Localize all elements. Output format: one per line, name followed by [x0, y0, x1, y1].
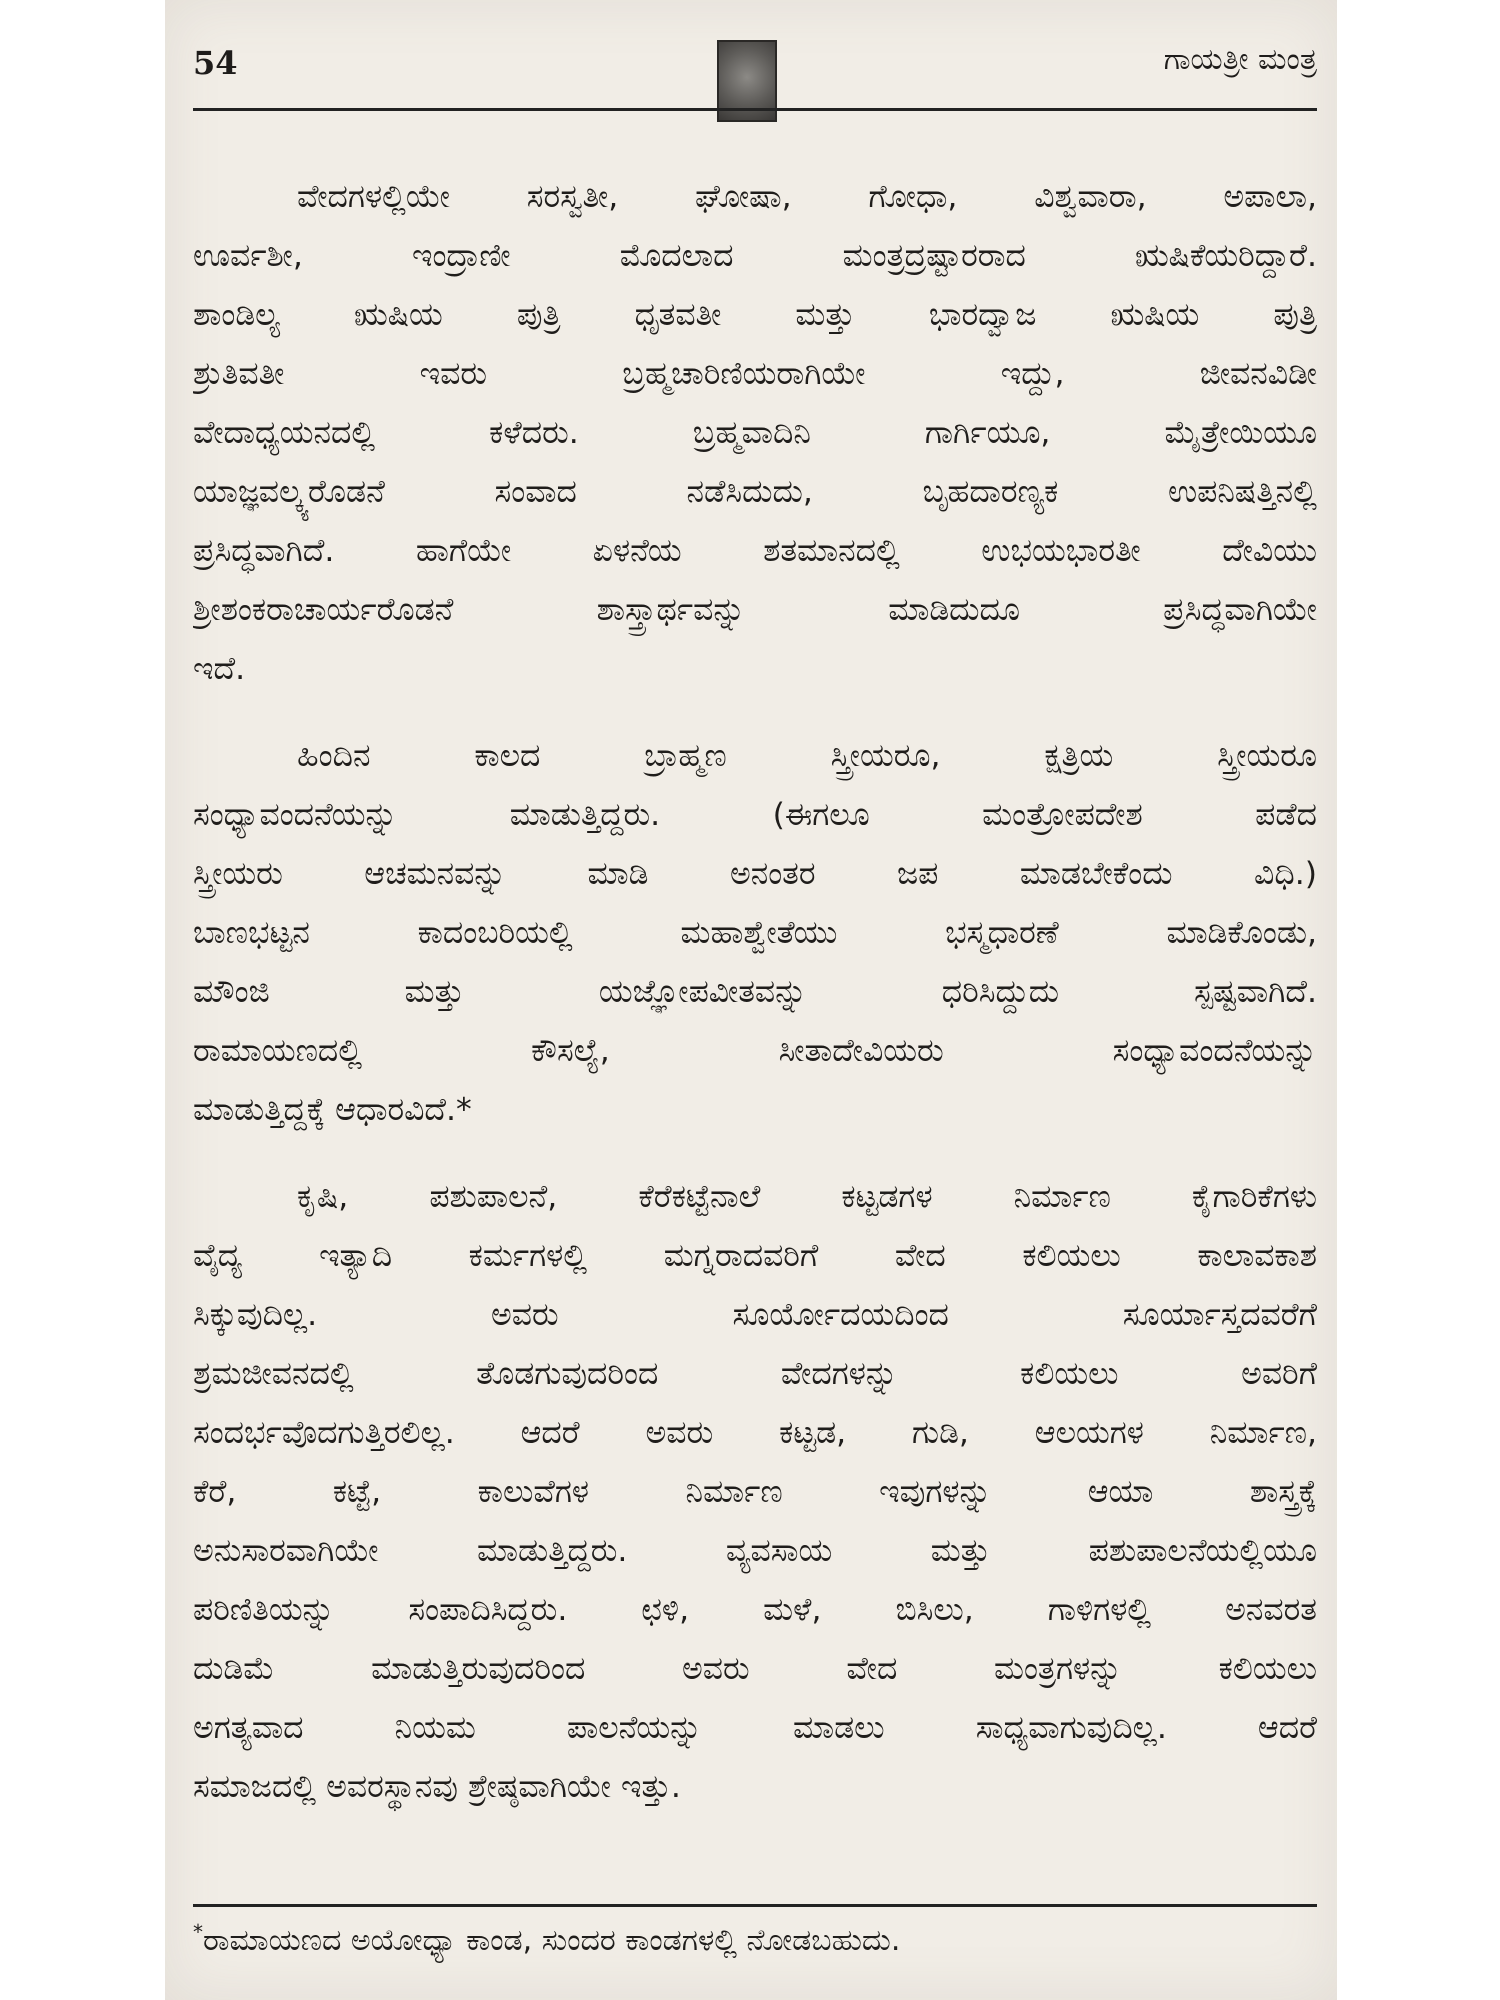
- running-title: ಗಾಯತ್ರೀ ಮಂತ್ರ: [1163, 42, 1317, 77]
- paragraph-2: [193, 727, 1317, 1140]
- text-line: ಅನುಸಾರವಾಗಿಯೇ ಮಾಡುತ್ತಿದ್ದರು. ವ್ಯವಸಾಯ ಮತ್ತು ಪಶುಪಾಲನೆಯಲ್ಲಿಯೂ: [193, 1533, 1317, 1569]
- text-line: ಊರ್ವಶೀ, ಇಂದ್ರಾಣೀ ಮೊದಲಾದ ಮಂತ್ರದ್ರಷ್ಟಾರರಾದ ಋಷಿಕೆಯರಿದ್ದಾರೆ.: [193, 238, 1317, 274]
- text-line: ಕೃಷಿ, ಪಶುಪಾಲನೆ, ಕೆರೆಕಟ್ಟೆನಾಲೆ ಕಟ್ಟಡಗಳ ನಿರ್ಮಾಣ ಕೈಗಾರಿಕೆಗಳು: [297, 1179, 1317, 1215]
- text-line: ವೇದಾಧ್ಯಯನದಲ್ಲಿ ಕಳೆದರು. ಬ್ರಹ್ಮವಾದಿನಿ ಗಾರ್ಗಿಯೂ, ಮೈತ್ರೇಯಿಯೂ: [193, 415, 1317, 451]
- text-line: ಕೆರೆ, ಕಟ್ಟೆ, ಕಾಲುವೆಗಳ ನಿರ್ಮಾಣ ಇವುಗಳನ್ನು ಆಯಾ ಶಾಸ್ತ್ರಕ್ಕೆ: [193, 1474, 1317, 1510]
- text-line: ರಾಮಾಯಣದಲ್ಲಿ ಕೌಸಲ್ಯೆ, ಸೀತಾದೇವಿಯರು ಸಂಧ್ಯಾವಂದನೆಯನ್ನು: [193, 1033, 1317, 1069]
- footnote-marker: *: [193, 1920, 203, 1944]
- text-line: ವೇದಗಳಲ್ಲಿಯೇ ಸರಸ್ವತೀ, ಘೋಷಾ, ಗೋಧಾ, ವಿಶ್ವವಾರಾ, ಅಪಾಲಾ,: [297, 179, 1317, 215]
- text-line: ಶ್ರಮಜೀವನದಲ್ಲಿ ತೊಡಗುವುದರಿಂದ ವೇದಗಳನ್ನು ಕಲಿಯಲು ಅವರಿಗೆ: [193, 1356, 1317, 1392]
- text-line: ಪ್ರಸಿದ್ಧವಾಗಿದೆ. ಹಾಗೆಯೇ ಏಳನೆಯ ಶತಮಾನದಲ್ಲಿ ಉಭಯಭಾರತೀ ದೇವಿಯು: [193, 533, 1317, 569]
- text-line: ಅಗತ್ಯವಾದ ನಿಯಮ ಪಾಲನೆಯನ್ನು ಮಾಡಲು ಸಾಧ್ಯವಾಗುವುದಿಲ್ಲ. ಆದರೆ: [193, 1710, 1317, 1746]
- text-line: ಸಂಧ್ಯಾವಂದನೆಯನ್ನು ಮಾಡುತ್ತಿದ್ದರು. (ಈಗಲೂ ಮಂತ್ರೋಪದೇಶ ಪಡೆದ: [193, 797, 1317, 833]
- text-line: ಸಿಕ್ಕುವುದಿಲ್ಲ. ಅವರು ಸೂರ್ಯೋದಯದಿಂದ ಸೂರ್ಯಾಸ್ತದವರೆಗೆ: [193, 1297, 1317, 1333]
- header-rule: [193, 108, 1317, 111]
- text-line: ಶ್ರುತಿವತೀ ಇವರು ಬ್ರಹ್ಮಚಾರಿಣಿಯರಾಗಿಯೇ ಇದ್ದು, ಜೀವನವಿಡೀ: [193, 356, 1317, 392]
- paragraph-1: [193, 168, 1317, 699]
- text-line: ಸಮಾಜದಲ್ಲಿ ಅವರಸ್ಥಾನವು ಶ್ರೇಷ್ಠವಾಗಿಯೇ ಇತ್ತು.: [193, 1769, 681, 1805]
- body-text: [193, 168, 1317, 1817]
- footnote-rule: [193, 1904, 1317, 1907]
- text-line: ಸ್ತ್ರೀಯರು ಆಚಮನವನ್ನು ಮಾಡಿ ಅನಂತರ ಜಪ ಮಾಡಬೇಕೆಂದು ವಿಧಿ.): [193, 856, 1317, 892]
- text-line: ಮೌಂಜಿ ಮತ್ತು ಯಜ್ಞೋಪವೀತವನ್ನು ಧರಿಸಿದ್ದುದು ಸ್ಪಷ್ಟವಾಗಿದೆ.: [193, 974, 1317, 1010]
- text-line: ಪರಿಣಿತಿಯನ್ನು ಸಂಪಾದಿಸಿದ್ದರು. ಛಳಿ, ಮಳೆ, ಬಿಸಿಲು, ಗಾಳಿಗಳಲ್ಲಿ ಅನವರತ: [193, 1592, 1317, 1628]
- text-line: ಯಾಜ್ಞವಲ್ಕ್ಯರೊಡನೆ ಸಂವಾದ ನಡೆಸಿದುದು, ಬೃಹದಾರಣ್ಯಕ ಉಪನಿಷತ್ತಿನಲ್ಲಿ: [193, 474, 1317, 510]
- paragraph-3: [193, 1168, 1317, 1817]
- footnote-text: ರಾಮಾಯಣದ ಅಯೋಧ್ಯಾ ಕಾಂಡ, ಸುಂದರ ಕಾಂಡಗಳಲ್ಲಿ ನೋಡಬಹುದು.: [203, 1923, 901, 1958]
- text-line: ದುಡಿಮೆ ಮಾಡುತ್ತಿರುವುದರಿಂದ ಅವರು ವೇದ ಮಂತ್ರಗಳನ್ನು ಕಲಿಯಲು: [193, 1651, 1317, 1687]
- footnote: [193, 1920, 900, 1958]
- text-line: ವೈದ್ಯ ಇತ್ಯಾದಿ ಕರ್ಮಗಳಲ್ಲಿ ಮಗ್ನರಾದವರಿಗೆ ವೇದ ಕಲಿಯಲು ಕಾಲಾವಕಾಶ: [193, 1238, 1317, 1274]
- text-line: ಶಾಂಡಿಲ್ಯ ಋಷಿಯ ಪುತ್ರಿ ಧೃತವತೀ ಮತ್ತು ಭಾರದ್ವಾಜ ಋಷಿಯ ಪುತ್ರಿ: [193, 297, 1317, 333]
- text-line: ಶ್ರೀಶಂಕರಾಚಾರ್ಯರೊಡನೆ ಶಾಸ್ತ್ರಾರ್ಥವನ್ನು ಮಾಡಿದುದೂ ಪ್ರಸಿದ್ಧವಾಗಿಯೇ: [193, 592, 1317, 628]
- text-line: ಬಾಣಭಟ್ಟನ ಕಾದಂಬರಿಯಲ್ಲಿ ಮಹಾಶ್ವೇತೆಯು ಭಸ್ಮಧಾರಣೆ ಮಾಡಿಕೊಂಡು,: [193, 915, 1317, 951]
- text-line: ಇದೆ.: [193, 651, 246, 687]
- text-line: ಮಾಡುತ್ತಿದ್ದಕ್ಕೆ ಆಧಾರವಿದೆ.*: [193, 1092, 472, 1128]
- text-line: ಸಂದರ್ಭವೊದಗುತ್ತಿರಲಿಲ್ಲ. ಆದರೆ ಅವರು ಕಟ್ಟಡ, ಗುಡಿ, ಆಲಯಗಳ ನಿರ್ಮಾಣ,: [193, 1415, 1317, 1451]
- text-line: ಹಿಂದಿನ ಕಾಲದ ಬ್ರಾಹ್ಮಣ ಸ್ತ್ರೀಯರೂ, ಕ್ಷತ್ರಿಯ ಸ್ತ್ರೀಯರೂ: [297, 738, 1317, 774]
- page-number: 54: [193, 44, 238, 82]
- book-page: [165, 0, 1337, 2000]
